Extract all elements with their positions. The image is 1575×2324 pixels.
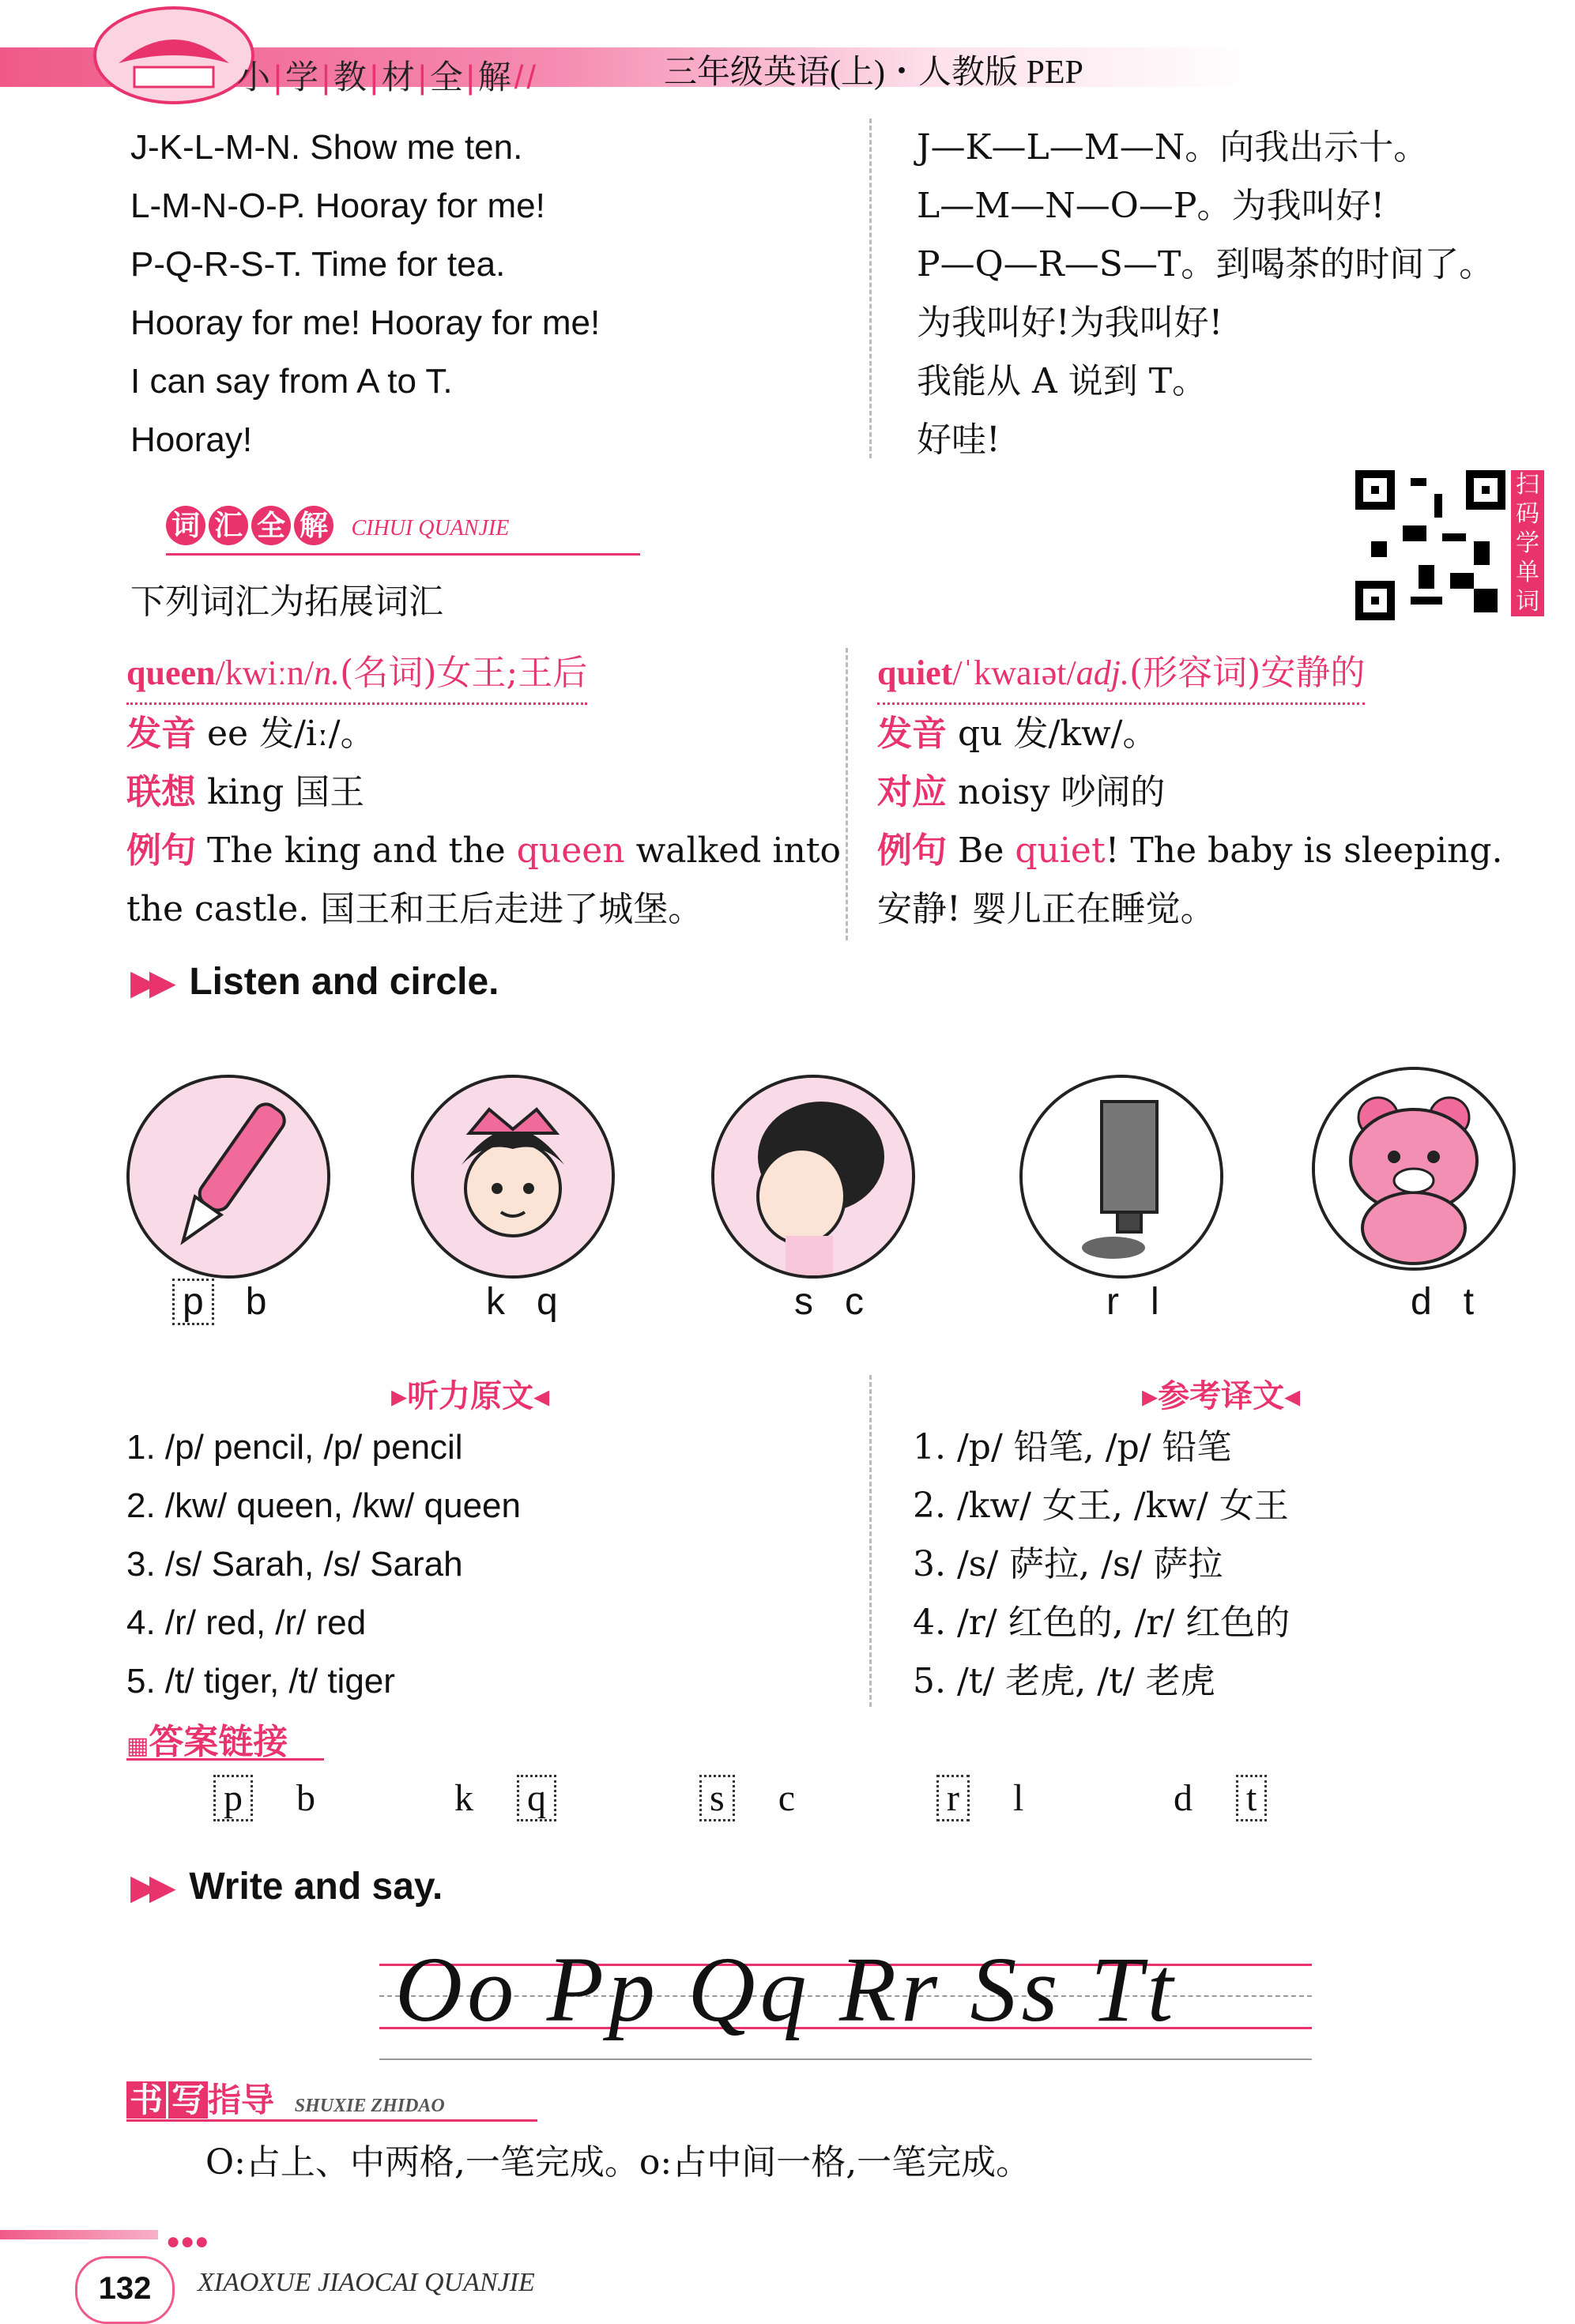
script-list [126,1418,521,1711]
answer-title-underline [126,1758,324,1761]
song-chinese [917,119,1494,469]
answer-pair-3: s c [699,1776,795,1820]
song-line: P-Q-R-S-T. Time for tea. [130,245,506,284]
column-divider [869,1375,872,1707]
vocab-entry-quiet [877,644,1557,939]
vocab-note: 下列词汇为拓展词汇 [130,582,443,622]
song-line: J-K-L-M-N. Show me ten. [130,128,523,167]
vocab-entry-queen [126,644,842,939]
vocab-pron: 发音 qu 发/kw/。 [877,714,1158,754]
listen-heading: ▶▶ Listen and circle. [130,961,499,1003]
queen-picture [411,1075,615,1279]
song-line-cn: 我能从 A 说到 T。 [917,361,1208,401]
header-series-title: 小|学|教|材|全|解// [237,58,540,96]
script-item: 4. /r/ red, /r/ red [126,1603,367,1642]
song-line: I can say from A to T. [130,362,453,401]
script-title: ▸听力原文◂ [391,1379,550,1414]
guide-underline [126,2119,537,2122]
answer-title: ▦答案链接 [126,1723,288,1761]
sarah-picture [711,1075,915,1279]
translation-item: 5. /t/ 老虎, /t/ 老虎 [913,1661,1215,1701]
vocab-title-underline [166,553,640,556]
song-line: L-M-N-O-P. Hooray for me! [130,186,545,225]
header-book-title: 三年级英语(上)・人教版 PEP [664,55,1083,91]
script-item: 3. /s/ Sarah, /s/ Sarah [126,1545,463,1584]
answer-pair-1: p b [213,1776,315,1820]
column-divider [846,648,848,940]
handwriting-lines [379,1928,1312,2086]
paint-tube-icon [1023,1078,1220,1275]
script-item: 5. /t/ tiger, /t/ tiger [126,1662,395,1701]
script-item: 1. /p/ pencil, /p/ pencil [126,1428,463,1467]
translation-title: ▸参考译文◂ [1142,1379,1301,1414]
answer-pair-5: d t [1174,1776,1267,1820]
translation-item: 4. /r/ 红色的, /r/ 红色的 [913,1603,1291,1643]
option-pair-2: k q [486,1281,558,1323]
tiger-icon [1315,1070,1513,1267]
double-arrow-icon: ▶▶ [130,963,168,1002]
vocab-related: 联想 king 国王 [126,772,365,812]
song-line-cn: 为我叫好!为我叫好! [917,303,1223,343]
translation-item: 3. /s/ 萨拉, /s/ 萨拉 [913,1544,1223,1584]
tiger-picture [1312,1067,1516,1271]
dotted-grid-icon: ▦ [126,1733,149,1759]
footer-band [0,2230,158,2239]
cursive-letters: Oo Pp Qq Rr Ss Tt [395,1938,1178,2041]
book-logo-icon [87,0,261,111]
translation-item: 1. /p/ 铅笔, /p/ 铅笔 [913,1427,1232,1467]
qr-code-icon[interactable] [1355,470,1505,620]
vocab-example: 例句 Be quiet! The baby is sleeping. [877,831,1503,871]
double-arrow-icon: ▶▶ [130,1868,168,1907]
vocab-headword-line: queen/kwiːn/n.(名词)女王;王后 [126,644,587,705]
page-number: 132 [75,2256,175,2324]
song-line: Hooray for me! Hooray for me! [130,303,601,342]
queen-icon [414,1078,612,1275]
vocab-related: 对应 noisy 吵闹的 [877,772,1166,812]
vocab-example: 例句 The king and the queen walked into [126,831,842,871]
pen-icon [130,1078,327,1275]
translation-list [913,1418,1290,1711]
footer-series-name: XIAOXUE JIAOCAI QUANJIE [198,2268,535,2297]
translation-item: 2. /kw/ 女王, /kw/ 女王 [913,1486,1289,1526]
footer-dots: ●●● [166,2228,209,2254]
vocab-example-line2: 安静! 婴儿正在睡觉。 [877,889,1215,929]
write-heading: ▶▶ Write and say. [130,1866,443,1908]
writing-guide-text: O:占上、中两格,一笔完成。o:占中间一格,一笔完成。 [205,2142,1031,2183]
script-item: 2. /kw/ queen, /kw/ queen [126,1486,521,1525]
song-english [130,119,600,469]
column-divider [869,119,872,458]
pencil-picture [126,1075,330,1279]
song-line-cn: 好哇! [917,420,1000,460]
song-line-cn: J—K—L—M—N。向我出示十。 [917,127,1429,168]
qr-label: 扫 码 学 单 词 [1511,470,1544,616]
vocab-example-line2: the castle. 国王和王后走进了城堡。 [126,889,703,929]
red-paint-picture [1019,1075,1223,1279]
writing-guide-title: 书 写指导 SHUXIE ZHIDAO [126,2074,445,2122]
option-pair-4: r l [1106,1281,1159,1323]
song-line-cn: P—Q—R—S—T。到喝茶的时间了。 [917,244,1494,284]
song-line: Hooray! [130,420,253,459]
answer-pair-2: k q [454,1776,556,1820]
vocab-pron: 发音 ee 发/iː/。 [126,714,375,754]
vocab-section-title: 词 汇 全 解 CIHUI QUANJIE [166,506,509,545]
option-pair-5: d t [1411,1281,1475,1323]
song-line-cn: L—M—N—O—P。为我叫好! [917,186,1385,226]
vocab-headword-line: quiet/ˈkwaɪət/adj.(形容词)安静的 [877,644,1365,705]
girl-icon [714,1078,912,1275]
option-pair-3: s c [794,1281,864,1323]
answer-pair-4: r l [936,1776,1023,1820]
option-pair-1: p b [172,1280,266,1324]
